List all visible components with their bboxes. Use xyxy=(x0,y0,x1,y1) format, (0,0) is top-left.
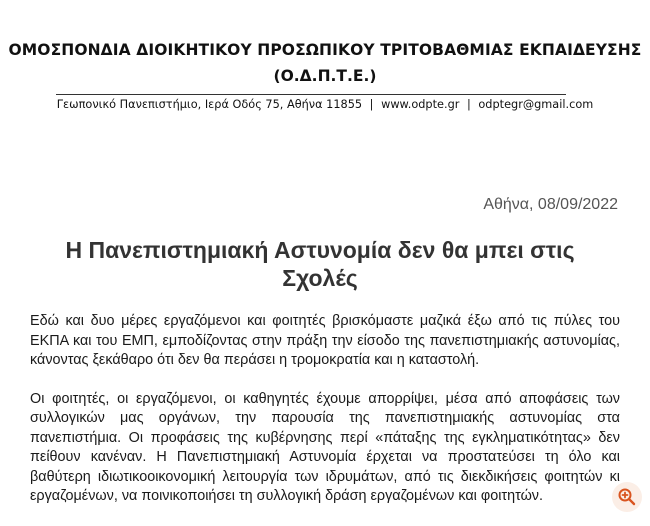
letterhead-divider xyxy=(56,94,566,95)
document-date: Αθήνα, 08/09/2022 xyxy=(483,196,618,213)
organization-name: ΟΜΟΣΠΟΝΔΙΑ ΔΙΟΙΚΗΤΙΚΟΥ ΠΡΟΣΩΠΙΚΟΥ ΤΡΙΤΟΒΑΘΜΙΑΣ ΕΚΠΑΙΔΕΥΣΗΣ xyxy=(8,41,642,59)
body-paragraph: Οι φοιτητές, οι εργαζόμενοι, οι καθηγητές έχουμε απορρίψει, μέσα από αποφάσεις των συλλογικών μας οργάνων, την παρουσία της πανεπιστημιακής αστυνομίας στα πανεπιστήμια. Οι προφάσεις της κυβέρνησης περί «πάταξης της εγκληματικότητας» δεν πείθουν κανέναν. Η Πανεπιστημιακή Αστυνομία έρχεται να προστατεύσει τη όλο και βαθύτερη ιδιωτικοοικονομική λειτουργία των ιδρυμάτων, από τις διεκδικήσεις φοιτητών κι εργαζομένων, να ποινικοποιήσει τη συλλογική δράση εργαζομένων και φοιτητών. xyxy=(30,390,620,504)
contact-line xyxy=(0,98,650,111)
website-link[interactable]: www.odpte.gr xyxy=(381,98,460,111)
letterhead xyxy=(0,40,650,86)
document-body xyxy=(30,312,620,526)
document-title: Η Πανεπιστημιακή Αστυνομία δεν θα μπει στις Σχολές xyxy=(65,237,575,291)
zoom-button[interactable] xyxy=(612,482,642,512)
address: Γεωπονικό Πανεπιστήμιο, Ιερά Οδός 75, Αθήνα 11855 xyxy=(56,98,363,111)
contact-separator: | xyxy=(369,98,374,111)
contact-separator: | xyxy=(466,98,471,111)
body-paragraph: Εδώ και δυο μέρες εργαζόμενοι και φοιτητές βρισκόμαστε μαζικά έξω από τις πύλες του ΕΚΠΑ και του ΕΜΠ, εμποδίζοντας στην πράξη την είσοδο της πανεπιστημιακής αστυνομίας, κάνοντας ξεκάθαρο ότι δεν θα περάσει η τρομοκρατία και η καταστολή. xyxy=(30,313,620,368)
email-link[interactable]: odptegr@gmail.com xyxy=(478,98,594,111)
zoom-in-icon xyxy=(617,487,637,507)
organization-abbreviation: (Ο.Δ.Π.Τ.Ε.) xyxy=(273,67,377,85)
